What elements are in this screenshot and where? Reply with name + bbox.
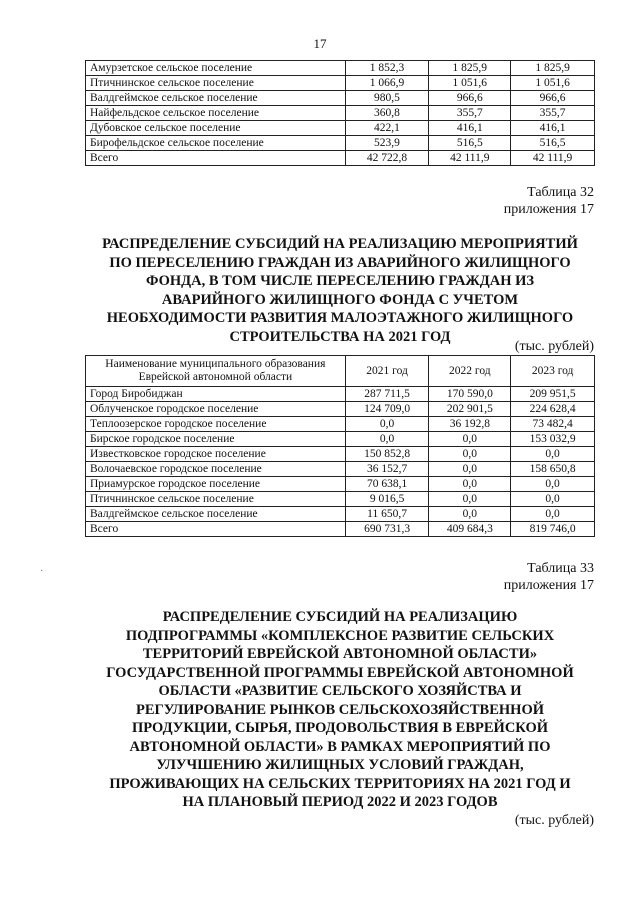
row-value-cell: 355,7 [429, 106, 511, 121]
row-value-cell: 42 722,8 [345, 151, 429, 166]
row-name-cell: Валдгеймское сельское поселение [86, 507, 346, 522]
row-name-cell: Птичнинское сельское поселение [86, 76, 346, 91]
row-value-cell: 36 192,8 [429, 417, 511, 432]
table-row [86, 522, 595, 537]
row-value-cell: 523,9 [345, 136, 429, 151]
heading-line: УЛУЧШЕНИЮ ЖИЛИЩНЫХ УСЛОВИЙ ГРАЖДАН, [156, 757, 524, 773]
table-row [86, 432, 595, 447]
heading-line: НЕОБХОДИМОСТИ РАЗВИТИЯ МАЛОЭТАЖНОГО ЖИЛИЩНОГО [106, 310, 574, 326]
table-row [86, 402, 595, 417]
row-value-cell: 0,0 [345, 432, 429, 447]
table33-heading [80, 608, 600, 812]
heading-line: ПО ПЕРЕСЕЛЕНИЮ ГРАЖДАН ИЗ АВАРИЙНОГО ЖИЛИЩНОГО [109, 254, 571, 271]
row-value-cell: 416,1 [429, 121, 511, 136]
row-value-cell: 980,5 [345, 91, 429, 106]
row-value-cell: 0,0 [429, 507, 511, 522]
header-2022: 2022 год [429, 356, 511, 387]
row-name-cell: Бирское городское поселение [86, 432, 346, 447]
row-value-cell: 42 111,9 [429, 151, 511, 166]
table-row [86, 462, 595, 477]
row-name-cell: Найфельдское сельское поселение [86, 106, 346, 121]
row-value-cell: 0,0 [429, 462, 511, 477]
row-value-cell: 360,8 [345, 106, 429, 121]
row-name-cell: Дубовское сельское поселение [86, 121, 346, 136]
row-name-cell: Птичнинское сельское поселение [86, 492, 346, 507]
table32-heading [80, 235, 600, 346]
table-row [86, 76, 595, 91]
table-row [86, 91, 595, 106]
table33-units: (тыс. рублей) [514, 813, 594, 828]
row-value-cell: 36 152,7 [345, 462, 429, 477]
row-value-cell: 516,5 [511, 136, 595, 151]
scan-dot: · [40, 566, 44, 577]
row-value-cell: 966,6 [511, 91, 595, 106]
row-value-cell: 1 051,6 [511, 76, 595, 91]
heading-line: СТРОИТЕЛЬСТВА НА 2021 ГОД [229, 328, 451, 345]
row-value-cell: 1 825,9 [511, 61, 595, 76]
table-row [86, 106, 595, 121]
heading-line: ТЕРРИТОРИЙ ЕВРЕЙСКОЙ АВТОНОМНОЙ ОБЛАСТИ» [142, 646, 538, 662]
row-value-cell: 409 684,3 [429, 522, 511, 537]
header-name-line2: Еврейской автономной области [138, 371, 293, 383]
row-value-cell: 70 638,1 [345, 477, 429, 492]
heading-line: ФОНДА, В ТОМ ЧИСЛЕ ПЕРЕСЕЛЕНИЮ ГРАЖДАН ИЗ [145, 273, 535, 289]
row-value-cell: 42 111,9 [511, 151, 595, 166]
row-value-cell: 153 032,9 [511, 432, 595, 447]
row-value-cell: 0,0 [511, 507, 595, 522]
row-value-cell: 516,5 [429, 136, 511, 151]
row-value-cell: 422,1 [345, 121, 429, 136]
row-value-cell: 124 709,0 [345, 402, 429, 417]
row-name-cell: Приамурское городское поселение [86, 477, 346, 492]
table33-caption-number: Таблица 33 [527, 561, 594, 576]
table-row [86, 477, 595, 492]
row-value-cell: 9 016,5 [345, 492, 429, 507]
table-row [86, 447, 595, 462]
heading-line: ПРОЖИВАЮЩИХ НА СЕЛЬСКИХ ТЕРРИТОРИЯХ НА 2021 ГОД И [109, 775, 571, 792]
row-value-cell: 209 951,5 [511, 387, 595, 402]
table33-caption [504, 560, 594, 594]
table32-header-row [86, 356, 595, 387]
table-row [86, 507, 595, 522]
heading-line: ГОСУДАРСТВЕННОЙ ПРОГРАММЫ ЕВРЕЙСКОЙ АВТОНОМНОЙ [106, 664, 574, 681]
header-2023: 2023 год [511, 356, 595, 387]
heading-line: РАСПРЕДЕЛЕНИЕ СУБСИДИЙ НА РЕАЛИЗАЦИЮ МЕРОПРИЯТИЙ [102, 236, 578, 252]
table-row [86, 61, 595, 76]
row-value-cell: 0,0 [429, 432, 511, 447]
row-value-cell: 0,0 [429, 447, 511, 462]
row-value-cell: 0,0 [511, 477, 595, 492]
top-continuation-table [85, 60, 595, 166]
header-name-cell [86, 356, 346, 387]
row-name-cell: Город Биробиджан [86, 387, 346, 402]
table-row [86, 151, 595, 166]
table-row [86, 492, 595, 507]
table32-caption [504, 184, 594, 218]
row-value-cell: 1 051,6 [429, 76, 511, 91]
page-number: 17 [313, 36, 327, 51]
table-row [86, 136, 595, 151]
row-value-cell: 11 650,7 [345, 507, 429, 522]
table32-caption-appendix: приложения 17 [503, 202, 594, 217]
header-name-line1: Наименование муниципального образования [105, 358, 326, 370]
row-value-cell: 170 590,0 [429, 387, 511, 402]
row-value-cell: 819 746,0 [511, 522, 595, 537]
row-value-cell: 1 066,9 [345, 76, 429, 91]
heading-line: ПРОДУКЦИИ, СЫРЬЯ, ПРОДОВОЛЬСТВИЯ В ЕВРЕЙСКОЙ [131, 720, 549, 736]
row-name-cell: Волочаевское городское поселение [86, 462, 346, 477]
row-value-cell: 158 650,8 [511, 462, 595, 477]
row-name-cell: Облученское городское поселение [86, 402, 346, 417]
row-value-cell: 202 901,5 [429, 402, 511, 417]
row-value-cell: 0,0 [429, 477, 511, 492]
table32-units: (тыс. рублей) [514, 339, 594, 354]
row-name-cell: Валдгеймское сельское поселение [86, 91, 346, 106]
row-value-cell: 224 628,4 [511, 402, 595, 417]
row-value-cell: 0,0 [429, 492, 511, 507]
row-value-cell: 0,0 [511, 492, 595, 507]
row-name-cell: Теплоозерское городское поселение [86, 417, 346, 432]
table-row [86, 387, 595, 402]
row-value-cell: 690 731,3 [345, 522, 429, 537]
row-value-cell: 1 852,3 [345, 61, 429, 76]
table32-caption-number: Таблица 32 [527, 185, 594, 200]
row-value-cell: 150 852,8 [345, 447, 429, 462]
row-value-cell: 287 711,5 [345, 387, 429, 402]
table33-caption-appendix: приложения 17 [503, 578, 594, 593]
table-row [86, 417, 595, 432]
row-name-cell: Бирофельдское сельское поселение [86, 136, 346, 151]
heading-line: АВТОНОМНОЙ ОБЛАСТИ» В РАМКАХ МЕРОПРИЯТИЙ ПО [129, 738, 551, 755]
row-name-cell: Всего [86, 522, 346, 537]
row-name-cell: Известковское городское поселение [86, 447, 346, 462]
table32 [85, 355, 595, 537]
heading-line: ПОДПРОГРАММЫ «КОМПЛЕКСНОЕ РАЗВИТИЕ СЕЛЬСКИХ [125, 627, 555, 644]
row-value-cell: 0,0 [345, 417, 429, 432]
heading-line: ОБЛАСТИ «РАЗВИТИЕ СЕЛЬСКОГО ХОЗЯЙСТВА И [158, 683, 522, 699]
row-value-cell: 73 482,4 [511, 417, 595, 432]
row-value-cell: 0,0 [511, 447, 595, 462]
heading-line: НА ПЛАНОВЫЙ ПЕРИОД 2022 И 2023 ГОДОВ [182, 794, 498, 810]
heading-line: РАСПРЕДЕЛЕНИЕ СУБСИДИЙ НА РЕАЛИЗАЦИЮ [162, 609, 518, 625]
row-value-cell: 355,7 [511, 106, 595, 121]
table-row [86, 121, 595, 136]
row-value-cell: 416,1 [511, 121, 595, 136]
row-value-cell: 1 825,9 [429, 61, 511, 76]
heading-line: РЕГУЛИРОВАНИЕ РЫНКОВ СЕЛЬСКОХОЗЯЙСТВЕННОЙ [135, 701, 545, 718]
heading-line: АВАРИЙНОГО ЖИЛИЩНОГО ФОНДА С УЧЕТОМ [161, 291, 519, 308]
row-value-cell: 966,6 [429, 91, 511, 106]
row-name-cell: Всего [86, 151, 346, 166]
row-name-cell: Амурзетское сельское поселение [86, 61, 346, 76]
header-2021: 2021 год [345, 356, 429, 387]
